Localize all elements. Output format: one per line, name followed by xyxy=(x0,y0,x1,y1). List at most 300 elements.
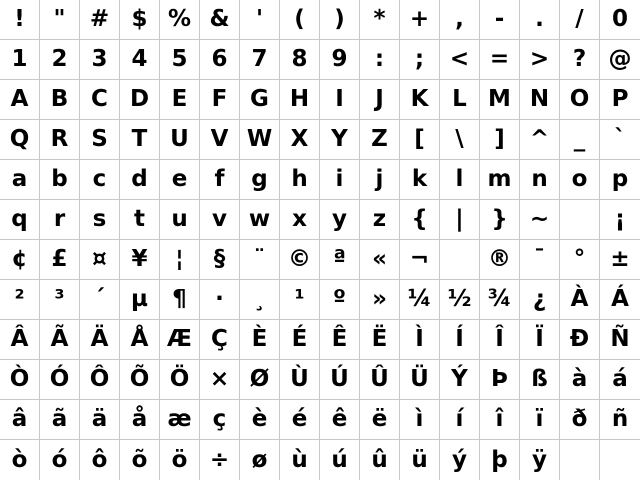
glyph-character: C xyxy=(91,86,108,112)
glyph-cell[interactable] xyxy=(440,80,480,120)
glyph-cell[interactable] xyxy=(200,280,240,320)
glyph-cell[interactable] xyxy=(520,280,560,320)
glyph-cell[interactable] xyxy=(120,0,160,40)
glyph-character: O xyxy=(569,86,590,112)
glyph-cell[interactable] xyxy=(320,440,360,480)
glyph-cell[interactable] xyxy=(560,160,600,200)
glyph-character: À xyxy=(570,286,589,312)
glyph-cell[interactable] xyxy=(80,0,120,40)
glyph-cell[interactable] xyxy=(520,120,560,160)
glyph-cell[interactable] xyxy=(160,80,200,120)
glyph-cell[interactable] xyxy=(40,360,80,400)
glyph-character: Å xyxy=(130,326,149,352)
glyph-character: » xyxy=(372,286,387,312)
glyph-character: î xyxy=(495,406,504,432)
glyph-cell[interactable] xyxy=(480,440,520,480)
glyph-cell[interactable] xyxy=(600,160,640,200)
glyph-character: ã xyxy=(51,406,68,432)
glyph-cell[interactable] xyxy=(200,440,240,480)
glyph-cell[interactable] xyxy=(400,320,440,360)
glyph-cell[interactable] xyxy=(600,440,640,480)
glyph-character: > xyxy=(529,46,550,72)
glyph-cell[interactable] xyxy=(560,40,600,80)
glyph-character: " xyxy=(53,6,66,32)
glyph-cell[interactable] xyxy=(400,160,440,200)
glyph-cell[interactable] xyxy=(320,160,360,200)
glyph-cell[interactable] xyxy=(280,280,320,320)
glyph-cell[interactable] xyxy=(320,320,360,360)
glyph-cell[interactable] xyxy=(200,80,240,120)
glyph-character: [ xyxy=(414,126,425,152)
glyph-character: j xyxy=(375,166,384,192)
glyph-cell[interactable] xyxy=(160,40,200,80)
glyph-character: õ xyxy=(131,446,148,473)
glyph-character: I xyxy=(335,86,344,112)
glyph-character: P xyxy=(611,86,629,112)
glyph-character: Á xyxy=(611,286,629,312)
glyph-cell[interactable] xyxy=(120,240,160,280)
glyph-character: m xyxy=(487,166,512,192)
glyph-character: Ö xyxy=(169,366,190,392)
glyph-cell[interactable] xyxy=(440,240,480,280)
glyph-cell[interactable] xyxy=(360,80,400,120)
glyph-character: x xyxy=(292,206,307,232)
glyph-cell[interactable] xyxy=(440,320,480,360)
glyph-cell[interactable] xyxy=(280,240,320,280)
glyph-cell[interactable] xyxy=(240,440,280,480)
glyph-cell[interactable] xyxy=(0,40,40,80)
glyph-cell[interactable] xyxy=(160,280,200,320)
glyph-cell[interactable] xyxy=(560,0,600,40)
glyph-character: ÷ xyxy=(209,446,230,473)
glyph-cell[interactable] xyxy=(560,200,600,240)
glyph-character: Û xyxy=(370,366,389,392)
glyph-cell[interactable] xyxy=(480,200,520,240)
glyph-character: ¤ xyxy=(92,246,107,272)
glyph-cell[interactable] xyxy=(560,240,600,280)
glyph-character: W xyxy=(246,126,273,152)
glyph-cell[interactable] xyxy=(40,160,80,200)
glyph-character: . xyxy=(535,6,544,32)
glyph-character: ù xyxy=(291,446,308,473)
glyph-cell[interactable] xyxy=(40,80,80,120)
glyph-character: 0 xyxy=(611,6,628,32)
glyph-cell[interactable] xyxy=(0,320,40,360)
glyph-cell[interactable] xyxy=(240,0,280,40)
glyph-cell[interactable] xyxy=(520,320,560,360)
glyph-cell[interactable] xyxy=(240,120,280,160)
glyph-character: æ xyxy=(167,406,192,432)
glyph-cell[interactable] xyxy=(40,280,80,320)
glyph-character: | xyxy=(455,206,464,232)
glyph-cell[interactable] xyxy=(480,160,520,200)
glyph-cell[interactable] xyxy=(600,400,640,440)
glyph-character: ¯ xyxy=(533,246,546,272)
glyph-cell[interactable] xyxy=(360,280,400,320)
glyph-character: * xyxy=(373,6,386,32)
glyph-cell[interactable] xyxy=(360,200,400,240)
glyph-cell[interactable] xyxy=(560,440,600,480)
glyph-cell[interactable] xyxy=(240,400,280,440)
glyph-character: S xyxy=(91,126,108,152)
glyph-character: 5 xyxy=(171,46,188,72)
glyph-character: + xyxy=(409,6,430,32)
glyph-cell[interactable] xyxy=(120,280,160,320)
glyph-cell[interactable] xyxy=(520,240,560,280)
glyph-cell[interactable] xyxy=(560,280,600,320)
glyph-character: 2 xyxy=(51,46,68,72)
glyph-character: ` xyxy=(614,126,626,152)
glyph-cell[interactable] xyxy=(360,400,400,440)
glyph-cell[interactable] xyxy=(200,120,240,160)
glyph-cell[interactable] xyxy=(400,360,440,400)
glyph-character: 9 xyxy=(331,46,348,72)
glyph-cell[interactable] xyxy=(480,80,520,120)
glyph-character: Ý xyxy=(451,366,468,392)
glyph-cell[interactable] xyxy=(600,120,640,160)
glyph-character: Ë xyxy=(371,326,388,352)
glyph-cell[interactable] xyxy=(160,400,200,440)
glyph-cell[interactable] xyxy=(320,360,360,400)
glyph-character: ¨ xyxy=(253,246,266,272)
glyph-character: â xyxy=(11,406,28,432)
glyph-cell[interactable] xyxy=(40,240,80,280)
glyph-cell[interactable] xyxy=(40,200,80,240)
glyph-character: F xyxy=(211,86,228,112)
glyph-cell[interactable] xyxy=(400,40,440,80)
glyph-cell[interactable] xyxy=(560,320,600,360)
glyph-character: ' xyxy=(255,6,264,32)
glyph-cell[interactable] xyxy=(160,320,200,360)
glyph-cell[interactable] xyxy=(120,200,160,240)
glyph-character: l xyxy=(455,166,464,192)
glyph-cell[interactable] xyxy=(480,320,520,360)
glyph-character: Ú xyxy=(330,366,349,392)
glyph-character: - xyxy=(494,6,505,32)
glyph-character: ; xyxy=(414,46,425,72)
glyph-cell[interactable] xyxy=(520,400,560,440)
glyph-cell[interactable] xyxy=(480,400,520,440)
glyph-cell[interactable] xyxy=(0,200,40,240)
glyph-cell[interactable] xyxy=(200,320,240,360)
glyph-character xyxy=(455,248,465,271)
glyph-cell[interactable] xyxy=(120,360,160,400)
glyph-cell[interactable] xyxy=(600,320,640,360)
glyph-cell[interactable] xyxy=(560,120,600,160)
glyph-cell[interactable] xyxy=(280,440,320,480)
glyph-character: Ê xyxy=(331,326,348,352)
glyph-cell[interactable] xyxy=(120,80,160,120)
glyph-character: ½ xyxy=(447,286,472,312)
glyph-cell[interactable] xyxy=(600,360,640,400)
glyph-character: å xyxy=(131,406,148,432)
glyph-character: / xyxy=(575,6,584,32)
glyph-cell[interactable] xyxy=(200,360,240,400)
glyph-cell[interactable] xyxy=(600,200,640,240)
glyph-character: p xyxy=(611,166,629,192)
glyph-character: L xyxy=(452,86,467,112)
glyph-character: É xyxy=(291,326,308,352)
glyph-cell[interactable] xyxy=(400,400,440,440)
glyph-character: X xyxy=(290,126,309,152)
glyph-character: ~ xyxy=(529,206,550,232)
glyph-cell[interactable] xyxy=(360,240,400,280)
glyph-cell[interactable] xyxy=(400,80,440,120)
glyph-cell[interactable] xyxy=(280,40,320,80)
glyph-cell[interactable] xyxy=(320,120,360,160)
glyph-cell[interactable] xyxy=(0,0,40,40)
glyph-cell[interactable] xyxy=(440,400,480,440)
glyph-cell[interactable] xyxy=(0,240,40,280)
glyph-cell[interactable] xyxy=(360,360,400,400)
glyph-cell[interactable] xyxy=(0,80,40,120)
glyph-cell[interactable] xyxy=(520,200,560,240)
glyph-cell[interactable] xyxy=(200,400,240,440)
glyph-character: } xyxy=(491,206,508,232)
glyph-cell[interactable] xyxy=(520,440,560,480)
glyph-character: g xyxy=(251,166,268,192)
glyph-character: R xyxy=(50,126,69,152)
glyph-cell[interactable] xyxy=(40,400,80,440)
glyph-cell[interactable] xyxy=(360,0,400,40)
glyph-character: Ç xyxy=(211,326,228,352)
glyph-cell[interactable] xyxy=(80,200,120,240)
glyph-cell[interactable] xyxy=(400,280,440,320)
glyph-cell[interactable] xyxy=(440,360,480,400)
glyph-cell[interactable] xyxy=(0,160,40,200)
glyph-character: Ã xyxy=(50,326,69,352)
glyph-cell[interactable] xyxy=(440,0,480,40)
glyph-cell[interactable] xyxy=(280,160,320,200)
glyph-cell[interactable] xyxy=(160,200,200,240)
glyph-character: ó xyxy=(51,446,68,473)
glyph-cell[interactable] xyxy=(80,360,120,400)
glyph-cell[interactable] xyxy=(240,360,280,400)
glyph-cell[interactable] xyxy=(400,120,440,160)
glyph-cell[interactable] xyxy=(600,40,640,80)
glyph-character: ð xyxy=(571,406,588,432)
glyph-cell[interactable] xyxy=(560,360,600,400)
glyph-cell[interactable] xyxy=(200,160,240,200)
glyph-character: á xyxy=(612,366,628,392)
glyph-character: K xyxy=(410,86,429,112)
glyph-cell[interactable] xyxy=(600,280,640,320)
glyph-character: Y xyxy=(331,126,348,152)
glyph-cell[interactable] xyxy=(40,40,80,80)
glyph-character: E xyxy=(171,86,188,112)
glyph-cell[interactable] xyxy=(360,120,400,160)
glyph-cell[interactable] xyxy=(600,240,640,280)
glyph-cell[interactable] xyxy=(480,360,520,400)
glyph-character: 7 xyxy=(251,46,268,72)
glyph-cell[interactable] xyxy=(0,120,40,160)
glyph-character: ^ xyxy=(529,126,550,152)
glyph-character: Î xyxy=(495,326,504,352)
glyph-cell[interactable] xyxy=(600,0,640,40)
glyph-character: 4 xyxy=(131,46,148,72)
glyph-cell[interactable] xyxy=(520,80,560,120)
glyph-cell[interactable] xyxy=(560,400,600,440)
glyph-character: z xyxy=(372,206,387,232)
glyph-cell[interactable] xyxy=(280,200,320,240)
glyph-character: £ xyxy=(51,246,68,272)
glyph-cell[interactable] xyxy=(520,160,560,200)
glyph-cell[interactable] xyxy=(240,80,280,120)
glyph-cell[interactable] xyxy=(440,120,480,160)
glyph-cell[interactable] xyxy=(120,160,160,200)
glyph-character: ¿ xyxy=(532,286,547,312)
glyph-cell[interactable] xyxy=(80,440,120,480)
glyph-character: t xyxy=(134,206,145,232)
glyph-character: · xyxy=(215,286,224,312)
glyph-character: ¦ xyxy=(175,246,184,272)
glyph-cell[interactable] xyxy=(480,120,520,160)
glyph-cell[interactable] xyxy=(440,160,480,200)
glyph-cell[interactable] xyxy=(520,0,560,40)
glyph-cell[interactable] xyxy=(520,360,560,400)
glyph-cell[interactable] xyxy=(480,40,520,80)
glyph-cell[interactable] xyxy=(280,400,320,440)
glyph-character: Ü xyxy=(410,366,429,392)
glyph-cell[interactable] xyxy=(320,80,360,120)
glyph-cell[interactable] xyxy=(240,200,280,240)
glyph-character: 6 xyxy=(211,46,228,72)
glyph-character: ) xyxy=(334,6,345,32)
glyph-cell[interactable] xyxy=(0,400,40,440)
glyph-cell[interactable] xyxy=(200,40,240,80)
glyph-cell[interactable] xyxy=(280,360,320,400)
glyph-cell[interactable] xyxy=(0,440,40,480)
glyph-cell[interactable] xyxy=(320,240,360,280)
glyph-cell[interactable] xyxy=(240,320,280,360)
glyph-cell[interactable] xyxy=(280,80,320,120)
glyph-cell[interactable] xyxy=(200,200,240,240)
glyph-character: ª xyxy=(333,246,346,272)
glyph-cell[interactable] xyxy=(240,160,280,200)
glyph-cell[interactable] xyxy=(80,160,120,200)
glyph-cell[interactable] xyxy=(160,240,200,280)
glyph-character: ¬ xyxy=(409,246,430,272)
glyph-character: é xyxy=(291,406,308,432)
glyph-character: % xyxy=(167,6,192,32)
glyph-cell[interactable] xyxy=(200,0,240,40)
glyph-cell[interactable] xyxy=(80,240,120,280)
glyph-cell[interactable] xyxy=(440,200,480,240)
glyph-cell[interactable] xyxy=(520,40,560,80)
glyph-cell[interactable] xyxy=(80,40,120,80)
glyph-character: í xyxy=(455,406,464,432)
glyph-character: Ï xyxy=(535,326,544,352)
glyph-cell[interactable] xyxy=(320,280,360,320)
glyph-cell[interactable] xyxy=(400,240,440,280)
glyph-character: J xyxy=(375,86,384,112)
glyph-character: q xyxy=(11,206,28,232)
glyph-cell[interactable] xyxy=(240,240,280,280)
glyph-character: r xyxy=(53,206,66,232)
glyph-cell[interactable] xyxy=(200,240,240,280)
glyph-cell[interactable] xyxy=(40,320,80,360)
glyph-character: Ò xyxy=(9,366,30,392)
glyph-character: Ô xyxy=(89,366,110,392)
glyph-cell[interactable] xyxy=(280,0,320,40)
glyph-cell[interactable] xyxy=(360,440,400,480)
glyph-character: 8 xyxy=(291,46,308,72)
glyph-character: à xyxy=(571,366,588,392)
glyph-cell[interactable] xyxy=(400,0,440,40)
glyph-character: { xyxy=(411,206,428,232)
glyph-cell[interactable] xyxy=(320,400,360,440)
glyph-character: ¼ xyxy=(407,286,432,312)
glyph-cell[interactable] xyxy=(240,40,280,80)
glyph-cell[interactable] xyxy=(480,240,520,280)
glyph-cell[interactable] xyxy=(320,0,360,40)
glyph-cell[interactable] xyxy=(160,360,200,400)
glyph-cell[interactable] xyxy=(560,80,600,120)
glyph-character: a xyxy=(11,166,28,192)
glyph-cell[interactable] xyxy=(40,0,80,40)
glyph-character: ° xyxy=(573,246,586,272)
glyph-cell[interactable] xyxy=(320,200,360,240)
glyph-cell[interactable] xyxy=(120,40,160,80)
glyph-character: ± xyxy=(610,246,630,272)
glyph-character: ¡ xyxy=(614,206,626,232)
glyph-cell[interactable] xyxy=(280,120,320,160)
glyph-character: ¸ xyxy=(253,286,266,312)
glyph-character: < xyxy=(449,46,470,72)
glyph-cell[interactable] xyxy=(320,40,360,80)
glyph-cell[interactable] xyxy=(400,200,440,240)
glyph-cell[interactable] xyxy=(80,400,120,440)
glyph-cell[interactable] xyxy=(160,440,200,480)
glyph-character: ý xyxy=(452,446,467,473)
glyph-cell[interactable] xyxy=(240,280,280,320)
glyph-cell[interactable] xyxy=(160,160,200,200)
glyph-character: ( xyxy=(294,6,305,32)
glyph-cell[interactable] xyxy=(0,360,40,400)
glyph-cell[interactable] xyxy=(440,40,480,80)
glyph-cell[interactable] xyxy=(80,280,120,320)
glyph-cell[interactable] xyxy=(120,400,160,440)
glyph-cell[interactable] xyxy=(480,280,520,320)
glyph-character: o xyxy=(571,166,588,192)
glyph-character: ë xyxy=(371,406,388,432)
glyph-cell[interactable] xyxy=(160,120,200,160)
glyph-cell[interactable] xyxy=(400,440,440,480)
glyph-cell[interactable] xyxy=(80,320,120,360)
glyph-character: ¾ xyxy=(487,286,512,312)
glyph-cell[interactable] xyxy=(0,280,40,320)
glyph-cell[interactable] xyxy=(600,80,640,120)
glyph-cell[interactable] xyxy=(120,120,160,160)
glyph-cell[interactable] xyxy=(360,160,400,200)
glyph-cell[interactable] xyxy=(120,440,160,480)
glyph-cell[interactable] xyxy=(440,280,480,320)
glyph-cell[interactable] xyxy=(40,120,80,160)
glyph-character: ] xyxy=(494,126,505,152)
glyph-cell[interactable] xyxy=(40,440,80,480)
glyph-cell[interactable] xyxy=(440,440,480,480)
glyph-cell[interactable] xyxy=(80,120,120,160)
glyph-cell[interactable] xyxy=(480,0,520,40)
glyph-character: © xyxy=(288,246,311,272)
glyph-cell[interactable] xyxy=(360,320,400,360)
glyph-cell[interactable] xyxy=(360,40,400,80)
glyph-character: f xyxy=(214,166,225,192)
glyph-cell[interactable] xyxy=(80,80,120,120)
glyph-cell[interactable] xyxy=(280,320,320,360)
glyph-cell[interactable] xyxy=(160,0,200,40)
glyph-cell[interactable] xyxy=(120,320,160,360)
